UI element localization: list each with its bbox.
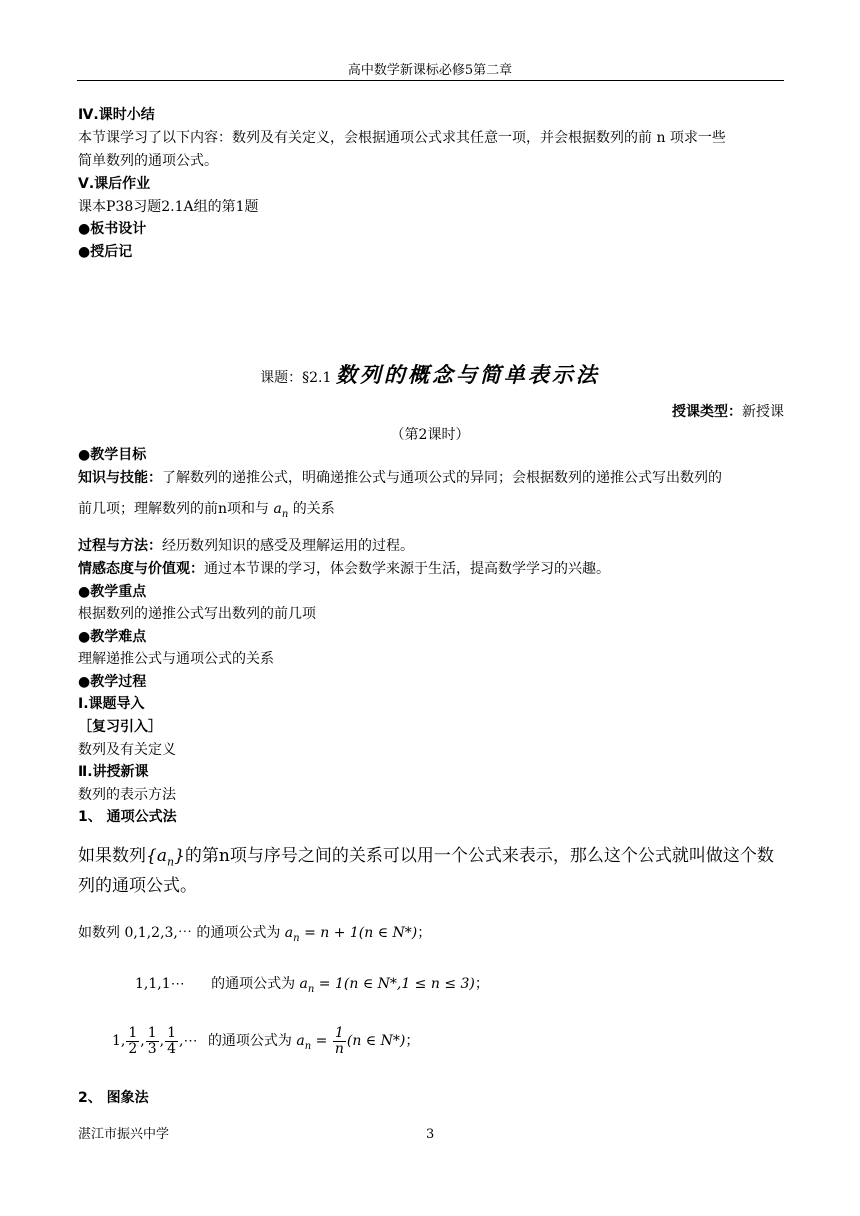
key-point-text: 根据数列的递推公式写出数列的前几项 — [78, 606, 316, 622]
definition-line-1: 如果数列$\{a_n\}$的第n项与序号之间的关系可以用一个公式来表示，那么这个公式就叫做这个数 — [78, 846, 774, 869]
board-design-heading: ●板书设计 — [78, 221, 147, 237]
method2-heading: 2、 图象法 — [78, 1090, 149, 1106]
definition-line-2: 列的通项公式。 — [78, 876, 197, 896]
emotion-goal-line — [78, 558, 610, 580]
summary-heading: Ⅳ.课时小结 — [78, 107, 155, 123]
lesson-title-main: 数列的概念与简单表示法 — [335, 362, 600, 387]
method1-heading: 1、 通项公式法 — [78, 809, 177, 825]
review-text: 数列及有关定义 — [78, 742, 176, 758]
process-goal-line — [78, 535, 414, 557]
difficulty-text: 理解递推公式与通项公式的关系 — [78, 651, 274, 667]
example-1: 如数列 0,1,2,3,⋯ 的通项公式为 $a_n = n + 1(n$ ∈ N*)； — [78, 925, 432, 944]
example-2-formula: $a_n = 1(n$ ∈ N*,1 ≤ n ≤ 3) — [299, 976, 475, 995]
sequence-symbol: $\{a_n\}$ — [146, 846, 185, 869]
example-2: 1,1,1⋯ 的通项公式为 $a_n = 1(n$ ∈ N*,1 ≤ n ≤ 3)； — [135, 976, 489, 995]
lesson-title — [0, 364, 860, 389]
review-heading: ［复习引入］ — [78, 719, 162, 735]
knowledge-line-1 — [78, 467, 722, 489]
example-1-formula: $a_n = n + 1(n$ ∈ N*) — [284, 925, 418, 944]
goals-heading: ●教学目标 — [78, 447, 147, 463]
example-1-sequence: 0,1,2,3,⋯ — [124, 925, 192, 941]
process-goal-text: 经历数列知识的感受及理解运用的过程。 — [162, 538, 414, 554]
page-number: 3 — [426, 1127, 435, 1142]
key-point-heading: ●教学重点 — [78, 584, 147, 600]
process-heading: ●教学过程 — [78, 674, 147, 690]
emotion-goal-text: 通过本节课的学习，体会数学来源于生活，提高数学学习的兴趣。 — [204, 561, 610, 577]
knowledge-text-1: 了解数列的递推公式，明确递推公式与通项公式的异同；会根据数列的递推公式写出数列的 — [162, 470, 722, 486]
knowledge-line-2 — [78, 498, 335, 526]
page-header: 高中数学新课标必修5第二章 — [347, 63, 513, 78]
new-lesson-heading: Ⅱ.讲授新课 — [78, 764, 149, 780]
new-lesson-text: 数列的表示方法 — [78, 787, 176, 803]
after-notes-heading: ●授后记 — [78, 244, 133, 260]
lesson-type-value: 新授课 — [742, 404, 784, 420]
process-goal-label: 过程与方法： — [78, 538, 162, 554]
intro-heading: Ⅰ.课题导入 — [78, 696, 145, 712]
lesson-type-label: 授课类型： — [672, 404, 742, 420]
lesson-session: （第2课时） — [390, 427, 470, 443]
homework-text: 课本P38习题2.1A组的第1题 — [78, 199, 259, 215]
example-3-formula: $a_n$ = $\frac{1}{n}$ (n ∈ N*) — [296, 1024, 406, 1057]
lesson-type — [672, 401, 784, 423]
homework-heading: Ⅴ.课后作业 — [78, 176, 151, 192]
difficulty-heading: ●教学难点 — [78, 629, 147, 645]
lesson-title-prefix: 课题：§2.1 — [260, 370, 332, 386]
knowledge-label: 知识与技能： — [78, 470, 162, 486]
example-3-sequence: 1, $\frac{1}{2}$ , $\frac{1}{3}$ , $\frac{1}{4}$ ,⋯ — [112, 1024, 198, 1057]
example-3: 1, $\frac{1}{2}$ , $\frac{1}{3}$ , $\frac{1}{4}$ ,⋯ 的通项公式为 $a_n$ = $\frac{1}{n}$ (n ∈ N*)； — [112, 1024, 420, 1057]
a-n-symbol: $a_n$ — [273, 501, 289, 520]
footer-school: 湛江市振兴中学 — [78, 1127, 170, 1142]
header-rule — [77, 80, 784, 81]
summary-line-1: 本节课学习了以下内容：数列及有关定义，会根据通项公式求其任意一项，并会根据数列的前 n 项求一些 — [78, 130, 726, 146]
knowledge-text-3: 的关系 — [292, 501, 335, 517]
example-2-sequence: 1,1,1⋯ — [135, 976, 185, 992]
summary-line-2: 简单数列的通项公式。 — [78, 153, 218, 169]
knowledge-text-2: 前几项；理解数列的前n项和与 — [78, 501, 270, 517]
emotion-goal-label: 情感态度与价值观： — [78, 561, 204, 577]
